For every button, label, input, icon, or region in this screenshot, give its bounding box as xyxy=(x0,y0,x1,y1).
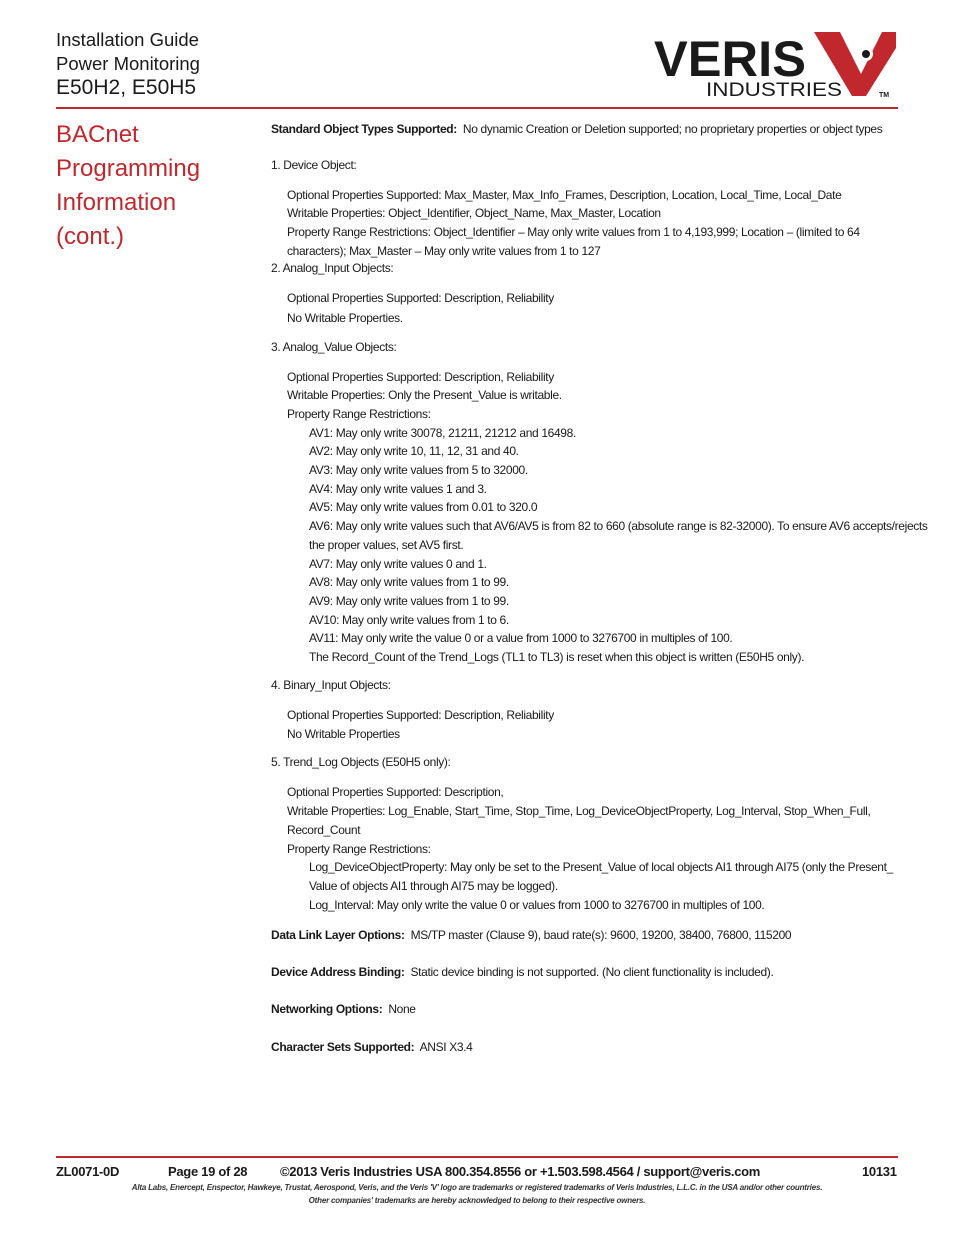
av-restriction: AV1: May only write 30078, 21211, 21212 and 16498. xyxy=(309,426,576,440)
header-guide-type: Installation Guide xyxy=(56,29,199,50)
binary-input-writable: No Writable Properties xyxy=(287,727,400,741)
av-restriction: AV6: May only write values such that AV6/AV5 is from 82 to 660 (absolute range is 82-32000). To ensure AV6 accepts/rejects xyxy=(309,519,928,533)
header-divider xyxy=(56,107,898,109)
footer-contact: ©2013 Veris Industries USA 800.354.8556 or +1.503.598.4564 / support@veris.com xyxy=(280,1164,761,1179)
trend-log-restriction: Log_Interval: May only write the value 0 or values from 1000 to 3276700 in multiples of 100. xyxy=(309,898,765,912)
av-restriction: AV10: May only write values from 1 to 6. xyxy=(309,613,509,627)
field-label: Data Link Layer Options: xyxy=(271,928,405,942)
field-label: Character Sets Supported: xyxy=(271,1040,415,1054)
av-restriction: AV2: May only write 10, 11, 12, 31 and 40. xyxy=(309,444,519,458)
header-product-line: Power Monitoring xyxy=(56,53,200,74)
av-restriction: the proper values, set AV5 first. xyxy=(309,538,464,552)
device-range-restrictions: Property Range Restrictions: Object_Identifier – May only write values from 1 to 4,193,999; Location – (limited to 64 xyxy=(287,225,860,239)
binary-input-heading: 4. Binary_Input Objects: xyxy=(271,678,391,692)
analog-value-writable: Writable Properties: Only the Present_Value is writable. xyxy=(287,388,562,402)
device-range-restrictions-cont: characters); Max_Master – May only write values from 1 to 127 xyxy=(287,244,601,258)
logo-wordmark: VERIS xyxy=(654,31,806,87)
section-title-line: Programming xyxy=(56,155,201,182)
logo-subtitle: INDUSTRIES xyxy=(706,80,842,101)
footer-page-number: Page 19 of 28 xyxy=(168,1164,248,1179)
device-writable-properties: Writable Properties: Object_Identifier, Object_Name, Max_Master, Location xyxy=(287,206,661,220)
field-value: MS/TP master (Clause 9), baud rate(s): 9600, 19200, 38400, 76800, 115200 xyxy=(410,928,792,942)
av-restriction: AV9: May only write values from 1 to 99. xyxy=(309,594,509,608)
document-header xyxy=(56,28,200,100)
footer-doc-id: ZL0071-0D xyxy=(56,1164,120,1179)
header-model-numbers: E50H2, E50H5 xyxy=(56,76,197,99)
binary-input-optional: Optional Properties Supported: Description, Reliability xyxy=(287,708,554,722)
field-value: Static device binding is not supported. (No client functionality is included). xyxy=(410,965,774,979)
character-sets-supported xyxy=(271,1039,473,1055)
field-value: None xyxy=(388,1002,416,1016)
trend-log-writable-cont: Record_Count xyxy=(287,823,361,837)
footer-trademark-notice: Alta Labs, Enercept, Enspector, Hawkeye, Trustat, Aerospond, Veris, and the Veris 'V' logo are trademarks or registered trademarks of Veris Industries, L.L.C. in the USA and/or other countries. xyxy=(131,1183,823,1192)
networking-options xyxy=(271,1001,416,1017)
av-restriction: AV8: May only write values from 1 to 99. xyxy=(309,575,509,589)
analog-input-optional: Optional Properties Supported: Description, Reliability xyxy=(287,291,554,305)
analog-input-writable: No Writable Properties. xyxy=(287,311,403,325)
av-restriction: AV3: May only write values from 5 to 32000. xyxy=(309,463,528,477)
av-restriction: AV11: May only write the value 0 or a value from 1000 to 3276700 in multiples of 100. xyxy=(309,631,733,645)
section-title-line: BACnet xyxy=(56,121,139,148)
trend-log-optional: Optional Properties Supported: Description, xyxy=(287,785,504,799)
footer-divider xyxy=(56,1156,898,1158)
device-optional-properties: Optional Properties Supported: Max_Master, Max_Info_Frames, Description, Location, Local_Time, Local_Date xyxy=(287,188,842,202)
av-restriction: AV7: May only write values 0 and 1. xyxy=(309,557,487,571)
section-title xyxy=(56,118,200,254)
veris-logo xyxy=(654,26,899,102)
av-restriction: AV4: May only write values 1 and 3. xyxy=(309,482,487,496)
field-value: ANSI X3.4 xyxy=(419,1040,473,1054)
av-restriction: The Record_Count of the Trend_Logs (TL1 to TL3) is reset when this object is written (E50H5 only). xyxy=(309,650,805,664)
footer-code: 10131 xyxy=(862,1164,897,1179)
analog-value-range-label: Property Range Restrictions: xyxy=(287,407,431,421)
section-title-line: Information xyxy=(56,189,177,216)
trend-log-restriction: Value of objects AI1 through AI75 may be logged). xyxy=(309,879,558,893)
logo-trademark: TM xyxy=(879,92,890,99)
trend-log-restriction: Log_DeviceObjectProperty: May only be set to the Present_Value of local objects AI1 through AI75 (only the Present_ xyxy=(309,860,893,874)
trend-log-heading: 5. Trend_Log Objects (E50H5 only): xyxy=(271,755,451,769)
field-label: Networking Options: xyxy=(271,1002,383,1016)
device-address-binding xyxy=(271,964,773,980)
data-link-layer-options xyxy=(271,927,791,943)
footer-trademark-acknowledgement: Other companies' trademarks are hereby acknowledged to belong to their respective owners. xyxy=(308,1196,646,1205)
av-restriction: AV5: May only write values from 0.01 to 320.0 xyxy=(309,500,538,514)
trend-log-range-label: Property Range Restrictions: xyxy=(287,842,431,856)
analog-value-optional: Optional Properties Supported: Description, Reliability xyxy=(287,370,554,384)
field-label: Device Address Binding: xyxy=(271,965,405,979)
field-value: No dynamic Creation or Deletion supported; no proprietary properties or object types xyxy=(462,122,883,136)
analog-input-heading: 2. Analog_Input Objects: xyxy=(271,261,394,275)
section-title-line: (cont.) xyxy=(56,223,125,250)
standard-object-types xyxy=(271,121,882,137)
field-label: Standard Object Types Supported: xyxy=(271,122,457,136)
device-object-heading: 1. Device Object: xyxy=(271,158,357,172)
analog-value-heading: 3. Analog_Value Objects: xyxy=(271,340,397,354)
trend-log-writable: Writable Properties: Log_Enable, Start_Time, Stop_Time, Log_DeviceObjectProperty, Log_Interval, Stop_When_Full, xyxy=(287,804,871,818)
